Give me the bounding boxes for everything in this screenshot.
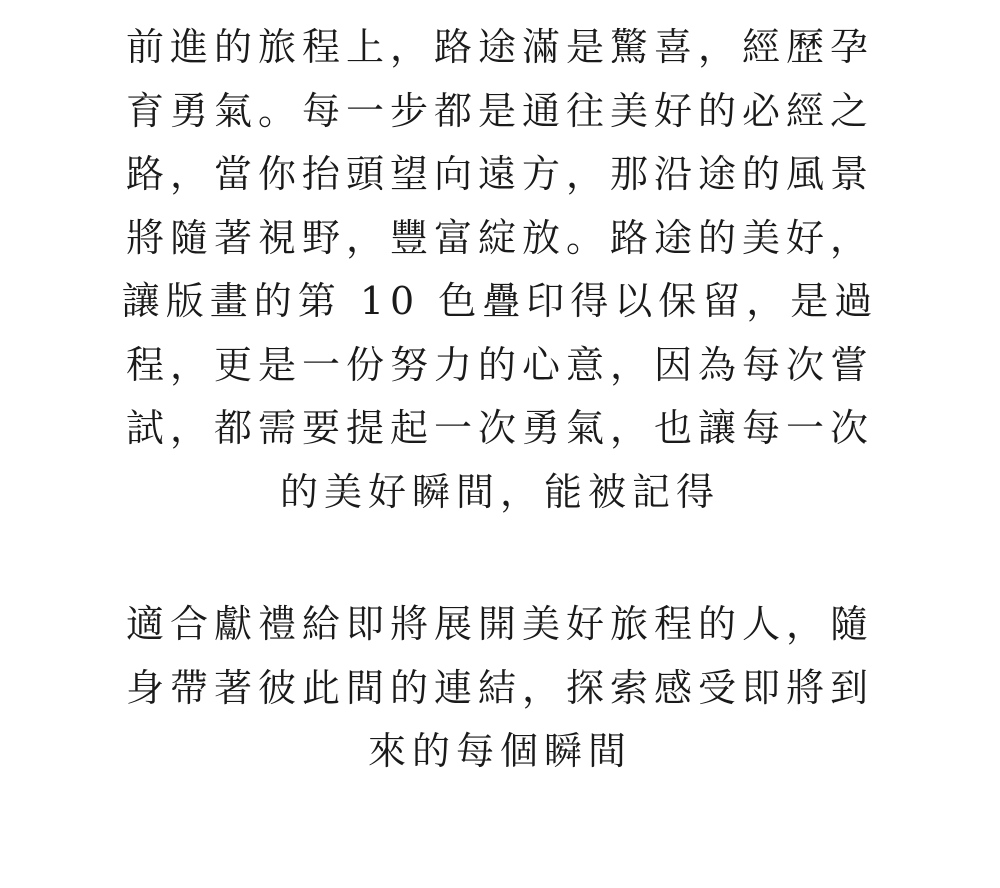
description-paragraph-journey [100,16,900,524]
text-line: 路，當你抬頭望向遠方，那沿途的風景 [125,152,874,196]
text-line: 適合獻禮給即將展開美好旅程的人，隨 [125,602,874,646]
text-line: 將隨著視野，豐富綻放。路途的美好， [125,215,874,260]
text-line: 的美好瞬間，能被記得 [279,469,720,514]
text-line: 前進的旅程上，路途滿是驚喜，經歷孕 [125,25,874,69]
text-line: 來的每個瞬間 [367,729,632,773]
text-line: 程，更是一份努力的心意，因為每次嘗 [125,342,874,387]
description-paragraph-gift [100,593,900,784]
text-line: 試，都需要提起一次勇氣，也讓每一次 [125,406,874,450]
text-line: 身帶著彼此間的連結，探索感受即將到 [125,665,874,710]
text-line: 讓版畫的第 10 色疊印得以保留，是過 [121,279,879,323]
text-line: 育勇氣。每一步都是通往美好的必經之 [125,88,874,133]
